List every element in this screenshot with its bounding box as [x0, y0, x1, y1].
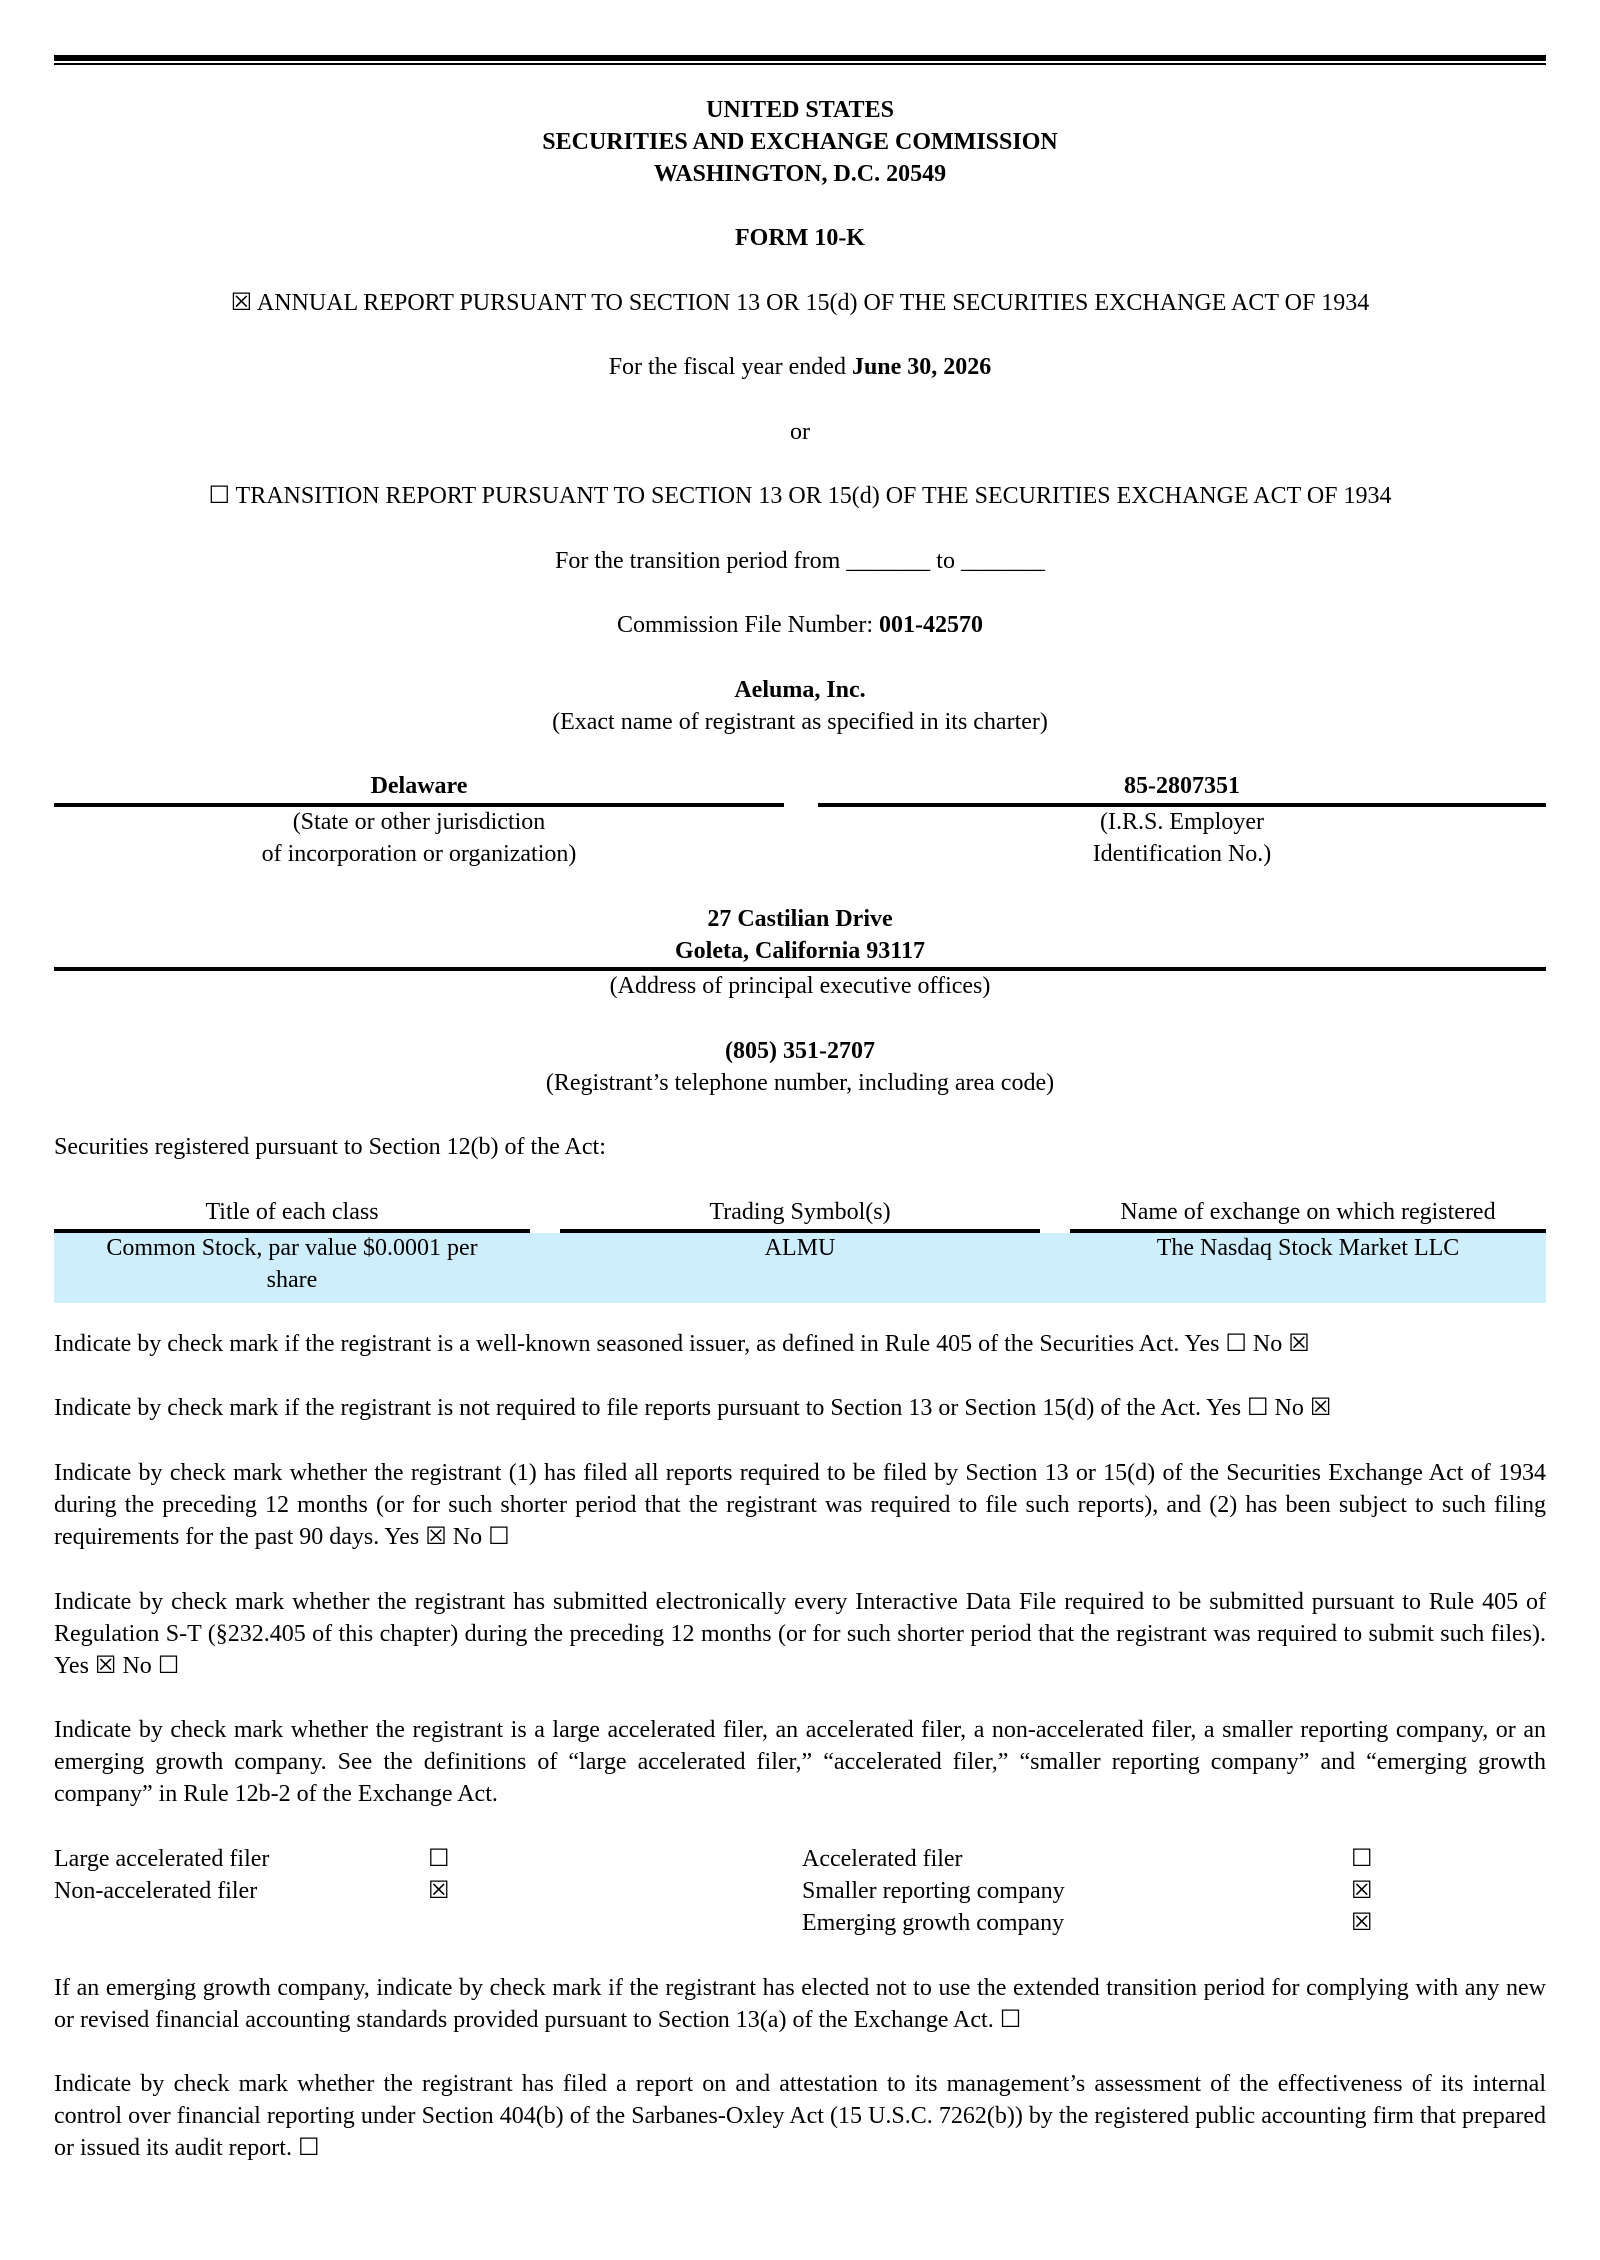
address-line-2: Goleta, California 93117	[675, 938, 925, 964]
transition-report-text: TRANSITION REPORT PURSUANT TO SECTION 13 OR 15(d) OF THE SECURITIES EXCHANGE ACT OF 1934	[235, 483, 1392, 509]
annual-report-line	[54, 287, 1546, 319]
state-caption-line-2: of incorporation or organization)	[261, 841, 577, 867]
question-wksi: Indicate by check mark if the registrant is a well-known seasoned issuer, as defined in Rule 405 of the Securities Act. Yes ☐ No ☒	[54, 1331, 1310, 1357]
state-caption-line-1: (State or other jurisdiction	[292, 809, 546, 835]
fiscal-year-line	[54, 351, 1546, 383]
header-line-3: WASHINGTON, D.C. 20549	[653, 161, 947, 187]
form-title: FORM 10-K	[735, 225, 865, 251]
agency-header	[54, 94, 1546, 190]
large-accelerated-filer-checkbox: ☐	[428, 1846, 450, 1872]
phone-block	[54, 1035, 1546, 1099]
registrant-name: Aeluma, Inc.	[734, 677, 866, 703]
smaller-reporting-company-label: Smaller reporting company	[802, 1878, 1065, 1904]
non-accelerated-filer-checkbox: ☒	[428, 1878, 450, 1904]
table-header-title: Title of each class	[205, 1199, 379, 1225]
table-cell-title	[54, 1232, 530, 1296]
table-header-exchange: Name of exchange on which registered	[1120, 1199, 1496, 1225]
header-line-1: UNITED STATES	[706, 97, 894, 123]
address-block	[54, 903, 1546, 967]
phone-caption: (Registrant’s telephone number, including area code)	[545, 1070, 1055, 1096]
question-icfr-attestation: Indicate by check mark whether the registrant has filed a report on and attestation to its management’s assessment of the effectiveness of its internal control over financial reporting under Section 404(b) of the Sarbanes-Oxley Act (15 U.S.C. 7262(b)) by the registered public accounting firm that prepared or issued its audit report. ☐	[54, 2071, 1546, 2161]
table-cell-title-line-1: Common Stock, par value $0.0001 per	[106, 1235, 478, 1261]
irs-caption-line-2: Identification No.)	[1092, 841, 1272, 867]
commission-file-line	[54, 609, 1546, 641]
table-header-symbol: Trading Symbol(s)	[709, 1199, 891, 1225]
smaller-reporting-company-checkbox: ☒	[1351, 1878, 1373, 1904]
phone-number: (805) 351-2707	[725, 1038, 875, 1064]
state-value: Delaware	[370, 773, 468, 799]
address-caption: (Address of principal executive offices)	[609, 973, 991, 999]
top-double-rule	[54, 55, 1546, 65]
registrant-caption: (Exact name of registrant as specified in its charter)	[552, 709, 1048, 735]
transition-report-line	[54, 480, 1546, 512]
question-filed-reports: Indicate by check mark whether the registrant (1) has filed all reports required to be filed by Section 13 or 15(d) of the Securities Exchange Act of 1934 during the preceding 12 months (or for such shorter period that the registrant was required to file such reports), and (2) has been subject to such filing requirements for the past 90 days. Yes ☒ No ☐	[54, 1460, 1546, 1550]
irs-value: 85-2807351	[1124, 773, 1240, 799]
table-cell-title-line-2: share	[266, 1267, 318, 1293]
commission-file-number: 001-42570	[879, 612, 983, 638]
accelerated-filer-label: Accelerated filer	[802, 1846, 963, 1872]
accelerated-filer-checkbox: ☐	[1351, 1846, 1373, 1872]
table-cell-exchange: The Nasdaq Stock Market LLC	[1156, 1235, 1460, 1261]
question-filer-type: Indicate by check mark whether the registrant is a large accelerated filer, an accelerated filer, a non-accelerated filer, a smaller reporting company, or an emerging growth company. See the definitions of “large accelerated filer,” “accelerated filer,” “smaller reporting company” and “emerging growth company” in Rule 12b-2 of the Exchange Act.	[54, 1717, 1546, 1807]
state-caption	[54, 806, 784, 870]
question-not-required: Indicate by check mark if the registrant is not required to file reports pursuant to Section 13 or Section 15(d) of the Act. Yes ☐ No ☒	[54, 1395, 1332, 1421]
non-accelerated-filer-label: Non-accelerated filer	[54, 1878, 258, 1904]
fiscal-year-date: June 30, 2026	[851, 354, 992, 380]
fiscal-year-label: For the fiscal year ended	[608, 354, 846, 380]
commission-file-label: Commission File Number:	[616, 612, 873, 638]
transition-period-line: For the transition period from _______ to _______	[555, 548, 1045, 574]
question-interactive-data: Indicate by check mark whether the registrant has submitted electronically every Interactive Data File required to be submitted pursuant to Rule 405 of Regulation S-T (§232.405 of this chapter) during the preceding 12 months (or for such shorter period that the registrant was required to submit such files). Yes ☒ No ☐	[54, 1589, 1546, 1679]
address-line-1: 27 Castilian Drive	[707, 906, 893, 932]
irs-caption-line-1: (I.R.S. Employer	[1100, 809, 1264, 835]
table-cell-symbol: ALMU	[764, 1235, 836, 1261]
emerging-growth-company-checkbox: ☒	[1351, 1910, 1373, 1936]
large-accelerated-filer-label: Large accelerated filer	[54, 1846, 270, 1872]
or-text: or	[790, 419, 810, 445]
annual-report-text: ANNUAL REPORT PURSUANT TO SECTION 13 OR 15(d) OF THE SECURITIES EXCHANGE ACT OF 1934	[256, 290, 1370, 316]
transition-report-checkbox: ☐	[208, 483, 230, 509]
registrant-block	[54, 674, 1546, 738]
annual-report-checkbox: ☒	[230, 290, 253, 316]
question-egc-transition: If an emerging growth company, indicate by check mark if the registrant has elected not to use the extended transition period for complying with any new or revised financial accounting standards provided pursuant to Section 13(a) of the Exchange Act. ☐	[54, 1975, 1546, 2033]
emerging-growth-company-label: Emerging growth company	[802, 1910, 1065, 1936]
securities-intro: Securities registered pursuant to Section 12(b) of the Act:	[54, 1134, 606, 1160]
irs-caption	[818, 806, 1546, 870]
header-line-2: SECURITIES AND EXCHANGE COMMISSION	[542, 129, 1058, 155]
